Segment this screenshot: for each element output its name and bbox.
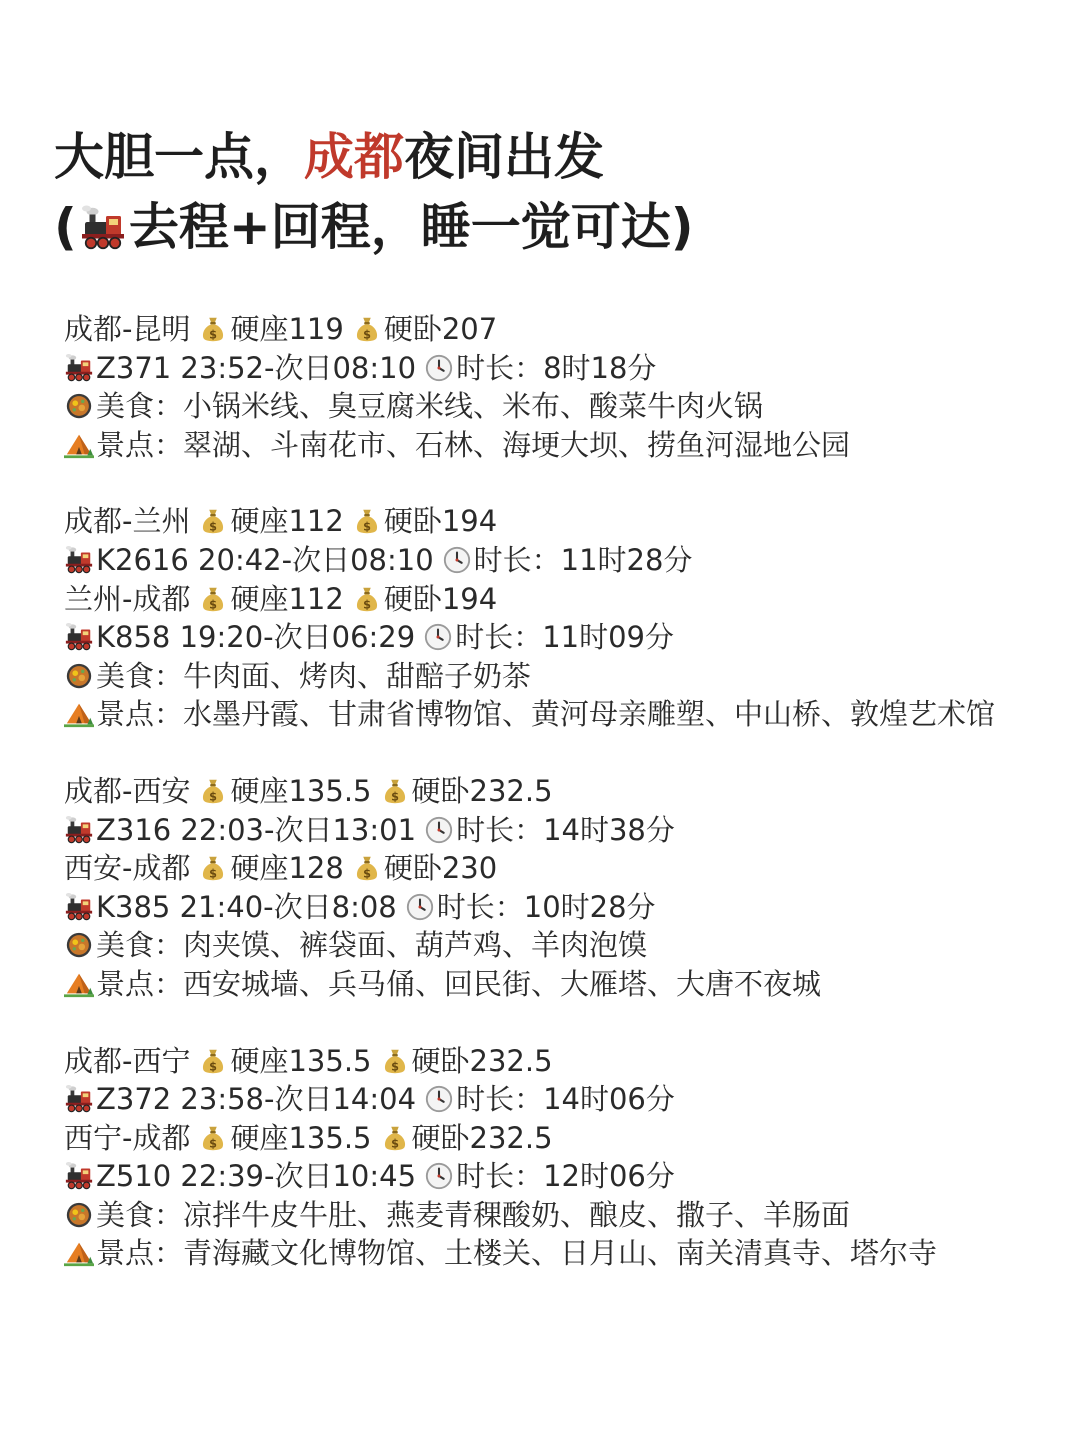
route-name: 西安-成都: [64, 851, 191, 886]
title-part-a: 大胆一点，: [54, 128, 304, 186]
train-number-time: K2616 20:42-次日08:10: [96, 542, 434, 577]
route-section: [64, 502, 1064, 734]
food-row: [64, 387, 1064, 426]
hard-sleeper-price: 硬卧194: [383, 581, 498, 616]
hard-sleeper-price: 硬卧232.5: [411, 1120, 553, 1155]
sights-list: 景点：翠湖、斗南花市、石林、海埂大坝、捞鱼河湿地公园: [96, 427, 851, 462]
train-number-time: Z316 22:03-次日13:01: [96, 812, 417, 847]
money-bag-icon: [198, 853, 228, 883]
money-bag-icon: [380, 1046, 410, 1076]
hard-sleeper-price: 硬卧232.5: [411, 773, 553, 808]
food-row: [64, 1196, 1064, 1235]
train-schedule-row: [64, 888, 1064, 927]
hard-seat-price: 硬座135.5: [230, 1043, 372, 1078]
food-list: 美食：肉夹馍、裤袋面、葫芦鸡、羊肉泡馍: [96, 928, 648, 963]
train-icon: [64, 815, 94, 845]
train-schedule-row: [64, 349, 1064, 388]
money-bag-icon: [198, 584, 228, 614]
clock-icon: [424, 353, 454, 383]
route-name: 西宁-成都: [64, 1120, 191, 1155]
train-icon: [64, 892, 94, 922]
title-paren-open: (: [54, 198, 77, 256]
train-schedule-row: [64, 541, 1064, 580]
train-schedule-row: [64, 1157, 1064, 1196]
sights-list: 景点：青海藏文化博物馆、土楼关、日月山、南关清真寺、塔尔寺: [96, 1236, 938, 1271]
hard-seat-price: 硬座128: [230, 851, 344, 886]
trip-duration: 时长：14时06分: [456, 1082, 675, 1117]
food-list: 美食：牛肉面、烤肉、甜醅子奶茶: [96, 658, 532, 693]
route-section: [64, 772, 1064, 1004]
route-name: 成都-西宁: [64, 1043, 191, 1078]
train-number-time: K858 19:20-次日06:29: [96, 620, 416, 655]
food-pan-icon: [64, 930, 94, 960]
hard-seat-price: 硬座135.5: [230, 1120, 372, 1155]
clock-icon: [405, 892, 435, 922]
train-schedule-row: [64, 618, 1064, 657]
food-list: 美食：凉拌牛皮牛肚、燕麦青稞酸奶、酿皮、撒子、羊肠面: [96, 1197, 851, 1232]
sights-row: [64, 1234, 1064, 1273]
title-part-b: 夜间出发: [404, 128, 604, 186]
hard-sleeper-price: 硬卧194: [383, 504, 498, 539]
train-icon: [64, 1084, 94, 1114]
money-bag-icon: [198, 776, 228, 806]
camping-icon: [64, 430, 94, 460]
money-bag-icon: [380, 776, 410, 806]
train-number-time: Z371 23:52-次日08:10: [96, 350, 417, 385]
route-name: 成都-西安: [64, 773, 191, 808]
train-icon: [64, 622, 94, 652]
money-bag-icon: [352, 506, 382, 536]
money-bag-icon: [198, 1123, 228, 1153]
train-icon: [64, 353, 94, 383]
money-bag-icon: [198, 1046, 228, 1076]
food-pan-icon: [64, 661, 94, 691]
hard-sleeper-price: 硬卧230: [383, 851, 498, 886]
money-bag-icon: [352, 314, 382, 344]
sights-row: [64, 965, 1064, 1004]
hard-sleeper-price: 硬卧232.5: [411, 1043, 553, 1078]
route-price-row: [64, 310, 1064, 349]
route-price-row: [64, 772, 1064, 811]
camping-icon: [64, 969, 94, 999]
route-list: [64, 310, 1064, 1311]
route-name: 兰州-成都: [64, 581, 191, 616]
money-bag-icon: [198, 506, 228, 536]
money-bag-icon: [352, 853, 382, 883]
food-row: [64, 657, 1064, 696]
sights-list: 景点：西安城墙、兵马俑、回民街、大雁塔、大唐不夜城: [96, 966, 822, 1001]
title-block: [54, 122, 694, 262]
title-line-2: [54, 192, 694, 262]
trip-duration: 时长：11时28分: [473, 542, 693, 577]
clock-icon: [424, 1161, 454, 1191]
title-line-1: [54, 122, 694, 192]
route-price-row: [64, 1042, 1064, 1081]
train-schedule-row: [64, 811, 1064, 850]
title-line2-text: 去程+回程，睡一觉可达): [128, 198, 694, 256]
title-highlight-city: 成都: [304, 128, 404, 186]
train-icon: [64, 545, 94, 575]
trip-duration: 时长：12时06分: [456, 1159, 675, 1194]
trip-duration: 时长：11时09分: [455, 620, 675, 655]
route-section: [64, 1042, 1064, 1274]
clock-icon: [423, 622, 453, 652]
sights-row: [64, 695, 1064, 734]
camping-icon: [64, 1238, 94, 1268]
clock-icon: [424, 1084, 454, 1114]
clock-icon: [424, 815, 454, 845]
trip-duration: 时长：8时18分: [456, 350, 657, 385]
train-number-time: K385 21:40-次日8:08: [96, 889, 397, 924]
food-pan-icon: [64, 1200, 94, 1230]
trip-duration: 时长：10时28分: [436, 889, 656, 924]
route-name: 成都-兰州: [64, 504, 191, 539]
food-list: 美食：小锅米线、臭豆腐米线、米布、酸菜牛肉火锅: [96, 389, 764, 424]
hard-seat-price: 硬座119: [230, 312, 344, 346]
money-bag-icon: [198, 314, 228, 344]
route-price-row: [64, 502, 1064, 541]
route-name: 成都-昆明: [64, 312, 191, 346]
train-schedule-row: [64, 1080, 1064, 1119]
trip-duration: 时长：14时38分: [456, 812, 675, 847]
hard-sleeper-price: 硬卧207: [383, 312, 498, 346]
train-icon: [79, 204, 127, 252]
route-price-row: [64, 1119, 1064, 1158]
route-section: [64, 310, 1064, 464]
hard-seat-price: 硬座112: [230, 581, 344, 616]
train-number-time: Z372 23:58-次日14:04: [96, 1082, 417, 1117]
clock-icon: [442, 545, 472, 575]
train-icon: [64, 1161, 94, 1191]
hard-seat-price: 硬座135.5: [230, 773, 372, 808]
sights-row: [64, 426, 1064, 465]
food-row: [64, 926, 1064, 965]
hard-seat-price: 硬座112: [230, 504, 344, 539]
money-bag-icon: [380, 1123, 410, 1153]
camping-icon: [64, 699, 94, 729]
money-bag-icon: [352, 584, 382, 614]
train-number-time: Z510 22:39-次日10:45: [96, 1159, 417, 1194]
sights-list: 景点：水墨丹霞、甘肃省博物馆、黄河母亲雕塑、中山桥、敦煌艺术馆: [96, 697, 996, 732]
food-pan-icon: [64, 391, 94, 421]
route-price-row: [64, 580, 1064, 619]
route-price-row: [64, 849, 1064, 888]
